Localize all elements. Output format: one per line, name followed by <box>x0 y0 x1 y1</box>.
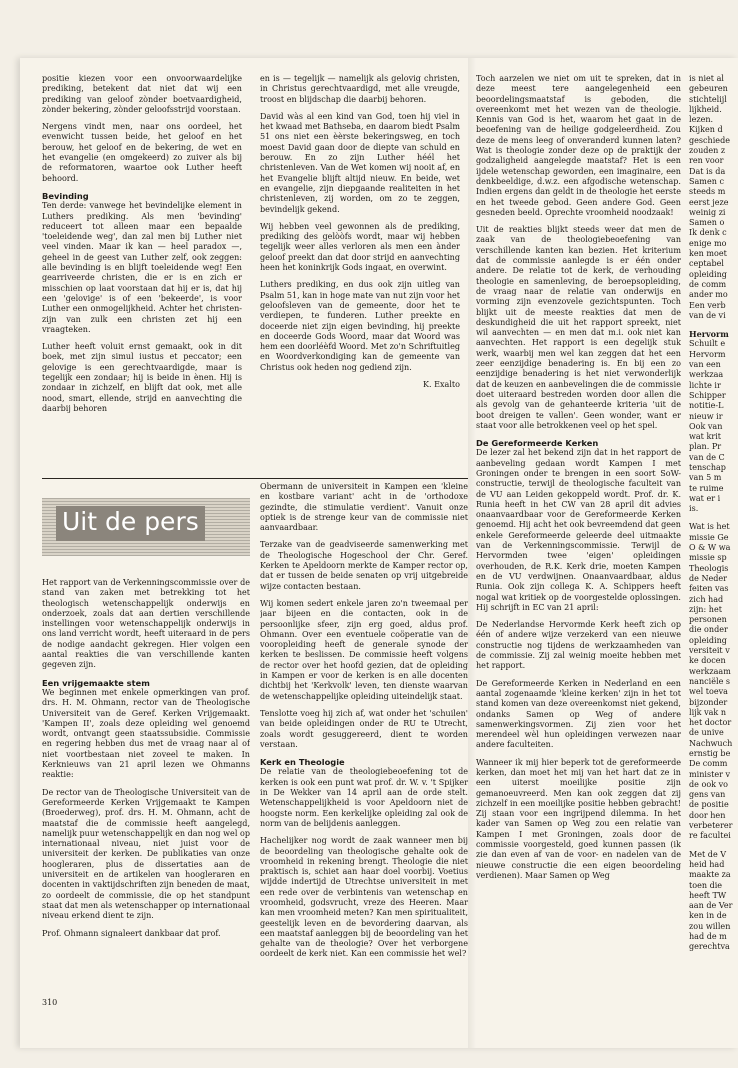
cropped-line: te ruime <box>689 483 724 493</box>
quoted-paragraph: De Nederlandse Hervormde Kerk heeft zich op één of andere wijze verzekerd van een nieuwe constructie nog tijdens de werkzaamheden van de commissie. Zij zal weinig moeite hebben met het rapport. <box>476 620 681 671</box>
cropped-line: heid had <box>689 859 725 869</box>
section-heading-kerk-en-theologie: Kerk en Theologie <box>260 757 345 768</box>
article-column-6 <box>260 482 468 1042</box>
cropped-line: geschiede <box>689 135 730 145</box>
article-column-3 <box>476 74 681 1049</box>
cropped-line: opleiding <box>689 269 727 279</box>
section-banner <box>42 498 250 556</box>
cropped-line: het doctor <box>689 718 732 728</box>
page-gutter-shadow <box>468 58 476 1048</box>
paragraph: en is — tegelijk — namelijk als gelovig christen, in Christus gerechtvaardigd, met alle vreugde, troost en blijdschap die daarbij behoren. <box>260 74 460 104</box>
cropped-line: werkzaam <box>689 666 731 676</box>
cropped-line: ren voor <box>689 156 724 166</box>
cropped-line: Hervorm <box>689 349 726 359</box>
cropped-line: lijkheid. <box>689 104 722 114</box>
article-column-1 <box>42 74 242 474</box>
cropped-line: enige mo <box>689 238 727 248</box>
cropped-line: is niet al <box>689 74 724 83</box>
paragraph: positie kiezen voor een onvoorwaardelijke prediking, betekent dat niet dat wij een prediking van geloof zònder boetvaardigheid, zònder bekering, zònder geloofsstrijd voorstaan. <box>42 74 242 114</box>
article-divider <box>42 478 468 479</box>
paragraph: Toch aarzelen we niet om uit te spreken, dat in deze meest tere aangelegenheid een beoordelingsmaatstaf is geboden, die overeenkomt met het wezen van de theologie. Kennis van God is het, waarom het gaat in de beoefening van de heilige godgeleerdheid. Zou deze de mens leeg of onveranderd kunnen laten? Wat is theologie zonder deze op de praktijk der godzaligheid aangelegde maatstaf? Het is een ijdele wetenschap geworden, een imaginaire, een denkbeeldige, d.w.z. een afgodische wetenschap. Indien ergens dan geldt in de theologie het eerste en het tweede gebod. Geen andere God. Geen gesneden beeld. Oprechte vroomheid noodzaak! <box>476 74 681 217</box>
cropped-line: notitie-L <box>689 401 724 411</box>
cropped-heading: Hervorm <box>689 329 729 340</box>
paragraph: Nergens vindt men, naar ons oordeel, het evenwicht tussen beide, het geloof en het berouw, het geloof en de bekering, de wet en het evangelie (en omgekeerd) zo zuiver als bij de reformatoren, waartoe ook Luther heeft behoord. <box>42 122 242 183</box>
cropped-line: van de vi <box>689 310 726 320</box>
article-column-5 <box>42 578 250 1028</box>
cropped-line: eerst jeze <box>689 197 729 207</box>
cropped-line: wel toeva <box>689 687 728 697</box>
cropped-line: de unive <box>689 728 724 738</box>
paragraph: Obermann de universiteit in Kampen een 'kleine en kostbare variant' acht in de 'orthodoxe gezindte, die stimulatie verdient'. Vanuit onze optiek is de strenge keur van de commissie niet aanvaardbaar. <box>260 482 468 533</box>
cropped-line: opleiding <box>689 635 727 645</box>
cropped-line: Wat is het <box>689 522 730 532</box>
cropped-line: gens van <box>689 790 726 800</box>
cropped-line: lezen. <box>689 115 714 125</box>
cropped-line: ceptabel <box>689 259 724 269</box>
cropped-line: nanciële s <box>689 676 731 686</box>
paragraph: De relatie van de theologiebeoefening tot de kerken is ook een punt wat prof. dr. W. v. 't Spijker in De Wekker van 14 april aan de orde stelt. Wetenschappelijkheid is voor Apeldoorn niet de hoogste norm. Een kerkelijke opleiding zal ook de norm van de belijdenis aanleggen. <box>260 767 468 828</box>
cropped-line: van een <box>689 360 721 370</box>
section-heading-vrijgemaakte-stem: Een vrijgemaakte stem <box>42 677 150 688</box>
cropped-line: ke docen <box>689 656 726 666</box>
cropped-line: nieuw ir <box>689 411 723 421</box>
cropped-line: missie Ge <box>689 532 729 542</box>
paragraph: Wij komen sedert enkele jaren zo'n tweemaal per jaar bijeen en die contacten, ook in de persoonlijke sfeer, zijn erg goed, aldus prof. Ohmann. Over een eventuele coöperatie van de vooropleiding heeft de generale synode der kerken te beslissen. De commissie heeft volgens de rector over het hoofd gezien, dat de opleiding in Kampen er voor de kerken is en alle docenten dichtbij het 'Kerkvolk' leven, ten dienste waarvan de wetenschappelijke opleiding uiteindelijk staat. <box>260 598 468 701</box>
cropped-line: maakte za <box>689 870 731 880</box>
cropped-line: wat krit <box>689 432 722 442</box>
section-heading-gereformeerde-kerken: De Gereformeerde Kerken <box>476 438 599 449</box>
cropped-line: zou willen <box>689 921 731 931</box>
cropped-line: heeft TW <box>689 890 727 900</box>
cropped-line: ken moet <box>689 249 727 259</box>
cropped-line: stichtelijl <box>689 94 727 104</box>
cropped-line: had de m <box>689 932 727 942</box>
cropped-line: Ik denk c <box>689 228 727 238</box>
cropped-line: is. <box>689 504 699 514</box>
cropped-line: gerechtva <box>689 942 730 952</box>
cropped-line: Met de V <box>689 849 727 859</box>
cropped-line: re facultei <box>689 831 731 841</box>
cropped-line: wat er i <box>689 493 721 503</box>
cropped-line: missie sp <box>689 553 727 563</box>
paragraph: We beginnen met enkele opmerkingen van prof. drs. H. M. Ohmann, rector van de Theologische Universiteit van de Geref. Kerken Vrijgemaakt. 'Kampen II', zoals deze opleiding wel genoemd wordt, ontvangt geen staatssubsidie. Commissie en regering hebben dus met de vraag naar al of niet voortbestaan niet zoveel te maken. In Kerknieuws van 21 april lezen we Ohmanns reaktie: <box>42 687 250 780</box>
author-signature: K. Exalto <box>423 380 460 390</box>
quoted-paragraph: Wanneer ik mij hier beperk tot de gereformeerde kerken, dan moet het mij van het hart dat ze in een uiterst moeilijke positie zijn gemanoeuvreerd. Men kan ook zeggen dat zij zichzelf in een moeilijke positie hebben gebracht! Zij staan voor een ingrijpend dilemma. In het kader van Samen op Weg zou een relatie van Kampen I met Groningen, zoals door de commissie voorgesteld, goed kunnen passen (ik zie dan even af van de voor- en nadelen van de nieuwe constructie die een eigen beoordeling verdienen). Maar Samen op Weg <box>476 757 681 880</box>
cropped-line: zich had <box>689 594 724 604</box>
adjacent-page-column-cropped <box>689 74 738 1049</box>
cropped-line: Nachwuch <box>689 738 733 748</box>
cropped-line: lijk vak n <box>689 707 727 717</box>
paragraph: Tenslotte voeg hij zich af, wat onder het 'schuilen' van beide opleidingen onder de RU te Utrecht, zoals wordt gesuggereerd, dient te worden verstaan. <box>260 708 468 749</box>
cropped-line: steeds m <box>689 187 726 197</box>
paragraph: Terzake van de geadviseerde samenwerking met de Theologische Hogeschool der Chr. Geref. Kerken te Apeldoorn merkte de Kamper rector op, dat er tussen de beide senaten op vrij uitgebreide wijze contacten bestaan. <box>260 540 468 591</box>
cropped-line: zouden z <box>689 146 726 156</box>
cropped-line: lichte ir <box>689 380 721 390</box>
cropped-line: werkzaa <box>689 370 724 380</box>
paragraph: David wàs al een kind van God, toen hij viel in het kwaad met Bathseba, en daarom biedt Psalm 51 ons niet een èèrste bekeringsweg, en toch moest David gaan door de diepte van schuld en berouw. En zo zijn Luther héél het christenleven. Van de Wet komen wij nooit af, en het Evangelie blijft altijd nieuw. En beide, wet en evangelie, zijn diepgaande realiteiten in het christenleven, zij worden, om zo te zeggen, bevindelijk gekend. <box>260 111 460 214</box>
quoted-paragraph: Hachelijker nog wordt de zaak wanneer men bij de beoordeling van theologische gehalte ook de vroomheid in rekening brengt. Theologie die niet praktisch is, schiet aan haar doel voorbij. Voetius wijdde indertijd de Utrechtse universiteit in met een rede over de verbintenis van wetenschap en vroomheid, godsvrucht, vreze des Heeren. Maar kan men vroomheid meten? Kan men spiritualiteit, geestelijk leven en de bevordering daarvan, als een maatstaf aanleggen bij de beoordeling van het gehalte van de theologie? Over het verborgene oordeelt de kerk niet. Kan een commissie het wel? <box>260 836 468 959</box>
cropped-line: versiteit v <box>689 646 730 656</box>
cropped-line: Samen o <box>689 218 725 228</box>
cropped-line: Kijken d <box>689 125 723 135</box>
cropped-line: tenschap <box>689 462 726 472</box>
paragraph: Wij hebben veel gewonnen als de prediking, prediking des gelòòfs wordt, maar wij hebben tegelijk weer alles verloren als men een ànder geloof preekt dan dat door strijd en aanvechting heen het koninkrijk Gods ingaat, en overwint. <box>260 221 460 273</box>
cropped-line: verbeterer <box>689 821 733 831</box>
cropped-line: Samen c <box>689 176 724 186</box>
cropped-line: Schuilt e <box>689 339 726 349</box>
cropped-line: toen die <box>689 880 723 890</box>
paragraph: De lezer zal het bekend zijn dat in het rapport de aanbeveling gedaan wordt Kampen I met Groningen onder te brengen in een soort SoW-constructie, terwijl de theologische faculteit van de VU aan Leiden gekoppeld wordt. Prof. dr. K. Runia heeft in het CW van 28 april dit advies onaanvaardbaar voor de Gereformeerde Kerken genoemd. Hij acht het ook bevreemdend dat geen enkele Gereformeerde geleerde deel uitmaakte van de Verkenningscommissie. Terwijl de Hervormden twee 'eigen' opleidingen overhouden, de R.K. Kerk drie, moeten Kampen en de VU verdwijnen. Onaanvaardbaar, aldus Runia. Ook zijn collega K. A. Schippers heeft nogal wat kritiek op de voorgestelde oplossingen. Hij schrijft in EC van 21 april: <box>476 448 681 612</box>
cropped-line: O & W wa <box>689 543 731 553</box>
section-heading-bevinding: Bevinding <box>42 190 89 201</box>
cropped-line: Een verb <box>689 300 726 310</box>
cropped-line: die onder <box>689 625 728 635</box>
paragraph: Prof. Ohmann signaleert dankbaar dat prof. <box>42 928 221 938</box>
article-column-2 <box>260 74 460 474</box>
cropped-line: ernstig be <box>689 749 731 758</box>
cropped-line: de ook vo <box>689 779 728 789</box>
cropped-line: De comm <box>689 759 728 769</box>
cropped-line: plan. Pr <box>689 442 722 452</box>
cropped-line: weinig zi <box>689 207 726 217</box>
cropped-line: Schipper <box>689 390 726 400</box>
cropped-line: van de C <box>689 452 725 462</box>
cropped-line: de comm <box>689 279 727 289</box>
quoted-paragraph: De Gereformeerde Kerken in Nederland en een aantal zogenaamde 'kleine kerken' zijn in het tot stand komen van deze overeenkomst niet gekend, ondanks Samen op Weg of andere samenwerkingsvormen. Zij zien voor het merendeel wèl hun opleidingen verwezen naar andere faculteiten. <box>476 678 681 750</box>
page-number: 310 <box>42 998 58 1007</box>
paragraph: Het rapport van de Verkenningscommissie over de stand van zaken met betrekking tot het theologisch wetenschappelijk onderwijs en onderzoek, zoals dat aan dertien verschillende instellingen voor wetenschappelijk onderwijs in ons land verricht wordt, heeft uiteraard in de pers de nodige aandacht gekregen. Hier volgen een aantal reakties die van verschillende kanten gegeven zijn. <box>42 578 250 670</box>
cropped-line: aan de Ver <box>689 901 733 911</box>
cropped-line: de Neder <box>689 573 728 583</box>
cropped-line: door hen <box>689 810 726 820</box>
paragraph: Luthers prediking, en dus ook zijn uitleg van Psalm 51, kan in hoge mate van nut zijn voor het geloofsleven van de gemeente, door het te verdiepen, te funderen. Luther preekte en doceerde niet zijn eigen bevinding, hij preekte en doceerde Gods Woord, maar dat Woord was hem een doorléèfd Woord. Met zo'n Schriftuitleg en Woordverkondiging kan de gemeente van Christus ook heden nog gediend zijn. <box>260 280 460 372</box>
cropped-line: de positie <box>689 800 729 810</box>
cropped-line: ander mo <box>689 290 728 300</box>
cropped-line: Theologis <box>689 563 729 573</box>
cropped-line: van 5 m <box>689 473 722 483</box>
cropped-line: feiten vas <box>689 584 729 594</box>
cropped-line: minister v <box>689 769 731 779</box>
cropped-line: personen <box>689 615 727 625</box>
paragraph: Ten derde: vanwege het bevindelijke element in Luthers prediking. Als men 'bevinding' reduceert tot alleen maar een bepaalde 'toeleidende weg', dan zal men bij Luther niet veel vinden. Maar ik kan — heel paradox —, geheel in de geest van Luther zelf, ook zeggen: alle bevinding is en blijft toeleidende weg! Een gearriveerde christen, die er is en zich er misschien op laat voorstaan dat hij er is, dat hij een 'gelovige' is of een 'bekeerde', is voor Luther een onmogelijkheid. Achter het christen-zijn van zulk een christen zet hij een vraagteken. <box>42 201 242 334</box>
cropped-line: ken in de <box>689 911 727 921</box>
cropped-line: bijzonder <box>689 697 728 707</box>
cropped-line: Ook van <box>689 421 723 431</box>
quoted-paragraph: De rector van de Theologische Universiteit van de Gereformeerde Kerken Vrijgemaakt te Kampen (Broederweg), prof. drs. H. M. Ohmann, acht de maatstaf die de commissie heeft aangelegd, namelijk puur wetenschappelijk en dan nog wel op internationaal niveau, niet juist voor de universiteit der kerken. De publikaties van onze hoogleraren, plus de dissertaties aan de universiteit en de artikelen van hoogleraren en docenten in vaktijdschriften zijn beneden de maat, zo oordeelt de commissie, die op het standpunt staat dat men als wetenschapper op internationaal niveau erkend dient te zijn. <box>42 787 250 921</box>
cropped-line: zijn: het <box>689 604 722 614</box>
banner-title: Uit de pers <box>56 506 205 541</box>
cropped-line: gebeuren <box>689 84 728 94</box>
cropped-line: Dat is da <box>689 166 726 176</box>
magazine-page <box>20 58 738 1048</box>
paragraph: Uit de reakties blijkt steeds weer dat men de zaak van de theologiebeoefening van verschillende kanten kan bezien. Het kriterium dat de commissie aanlegde is er één onder andere. De relatie tot de kerk, de verhouding theologie en samenleving, de beroepsopleiding, de vraag naar de relatie van onderwijs en vorming zijn evenzovele gezichtspunten. Toch blijkt uit de meeste reakties dat men de deskundigheid die uit het rapport spreekt, niet wil aanvechten — en men dat m.i. ook niet kan aanvechten. Het rapport is een degelijk stuk werk, waarbij men wel kan zeggen dat het een zeer eenzijdige benadering is. En bij een zo eenzijdige benadering is het niet verwonderlijk dat de keuzen en aanbevelingen die de commissie doet uiteraard bestreden worden door allen die als gevolg van de gehanteerde kriteria 'uit de boot dreigen te vallen'. Geen wonder, want er staat voor alle betrokkenen veel op het spel. <box>476 225 681 430</box>
paragraph: Luther heeft voluit ernst gemaakt, ook in dit boek, met zijn simul iustus et peccator; een gelovige is een gerechtvaardigde, maar is tegelijk een zondaar; hij is beide in ènen. Hij is zondaar in zichzelf, en blijft dat ook, met alle nood, smart, ellende, strijd en aanvechting die daarbij behoren <box>42 342 242 413</box>
